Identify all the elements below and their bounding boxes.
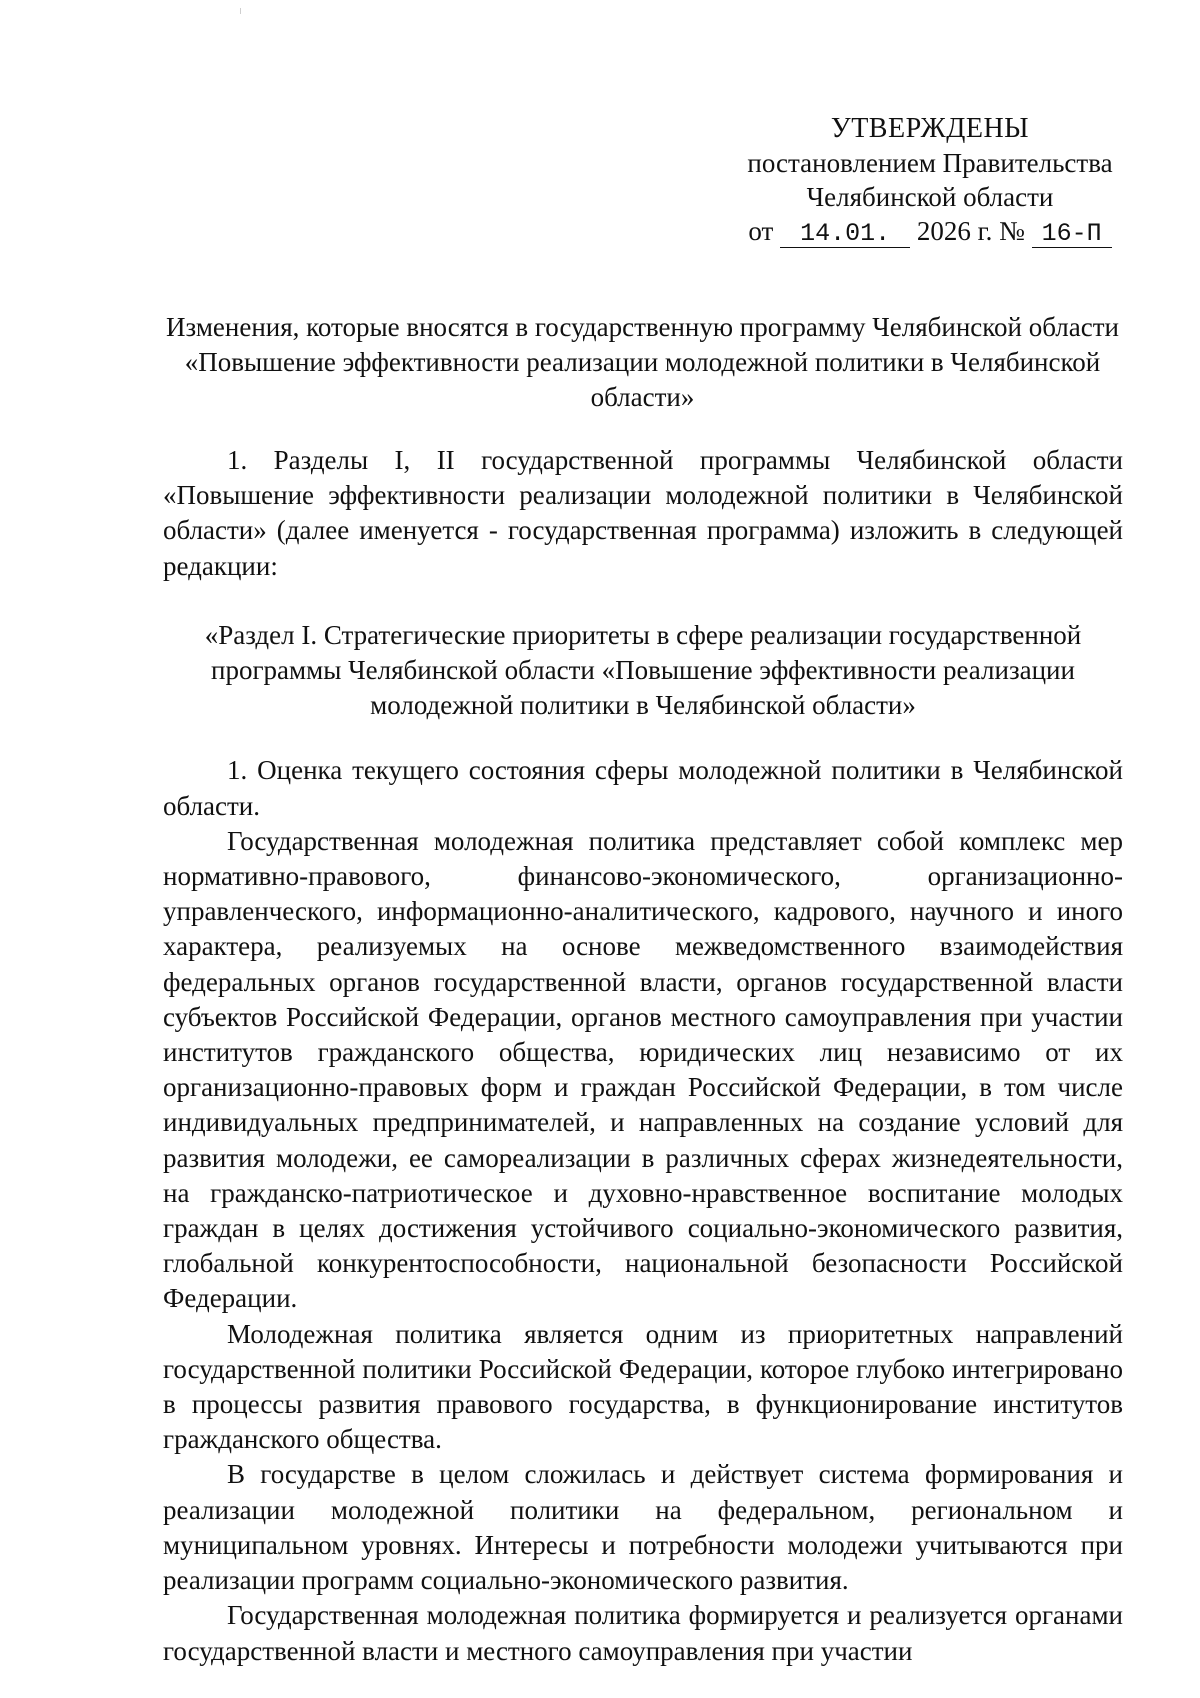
paragraph-6: Государственная молодежная политика формируется и реализуется органами государственной власти и местного самоуправления при участии [163, 1600, 1123, 1666]
approval-heading: УТВЕРЖДЕНЫ [830, 113, 1030, 144]
approval-date: 14.01. [780, 221, 910, 248]
paragraph-2: 1. Оценка текущего состояния сферы молодежной политики в Челябинской области. [163, 755, 1123, 821]
date-prefix: от [748, 216, 774, 246]
approval-year: 2026 г. № [916, 216, 1025, 246]
paragraph-3: Государственная молодежная политика представляет собой комплекс мер нормативно-правового, финансово-экономического, организационно-управленческого, информационно-аналитического, кадрового, научного и иного характера, реализуемых на основе межведомственного взаимодействия федеральных органов государственной власти, органов государственной власти субъектов Российской Федерации, органов местного самоуправления при участии институтов гражданского общества, юридических лиц независимо от их организационно-правовых форм и граждан Российской Федерации, в том числе индивидуальных предпринимателей, и направленных на создание условий для развития молодежи, ее самореализации в различных сферах жизнедеятельности, на гражданско-патриотическое и духовно-нравственное воспитание молодых граждан в целях достижения устойчивого социально-экономического развития, глобальной конкурентоспособности, национальной безопасности Российской Федерации. [163, 825, 1123, 1314]
approval-line-2: Челябинской области [806, 182, 1054, 212]
scan-artifact [240, 8, 241, 14]
section-heading: «Раздел I. Стратегические приоритеты в сфере реализации государственной программы Челябинской области «Повышение эффективности реализации молодежной политики в Челябинской области» [204, 619, 1082, 721]
paragraph-5: В государстве в целом сложилась и действует система формирования и реализации молодежной политики на федеральном, региональном и муниципальном уровнях. Интересы и потребности молодежи учитываются при реализации программ социально-экономического развития. [163, 1459, 1123, 1596]
paragraph-1: 1. Разделы I, II государственной программы Челябинской области «Повышение эффективности реализации молодежной политики в Челябинской области» (далее именуется - государственная программа) изложить в следующей редакции: [163, 445, 1123, 581]
document-title: Изменения, которые вносятся в государственную программу Челябинской области «Повышение эффективности реализации молодежной политики в Челябинской области» [166, 312, 1119, 412]
approval-stamp-block [730, 112, 1130, 248]
approval-line-1: постановлением Правительства [747, 148, 1113, 178]
approval-date-line [730, 214, 1130, 248]
approval-number: 16-П [1032, 221, 1112, 248]
paragraph-4: Молодежная политика является одним из приоритетных направлений государственной политики Российской Федерации, которое глубоко интегрировано в процессы развития правового государства, в функционирование институтов гражданского общества. [163, 1318, 1123, 1455]
document-body [163, 443, 1123, 1669]
